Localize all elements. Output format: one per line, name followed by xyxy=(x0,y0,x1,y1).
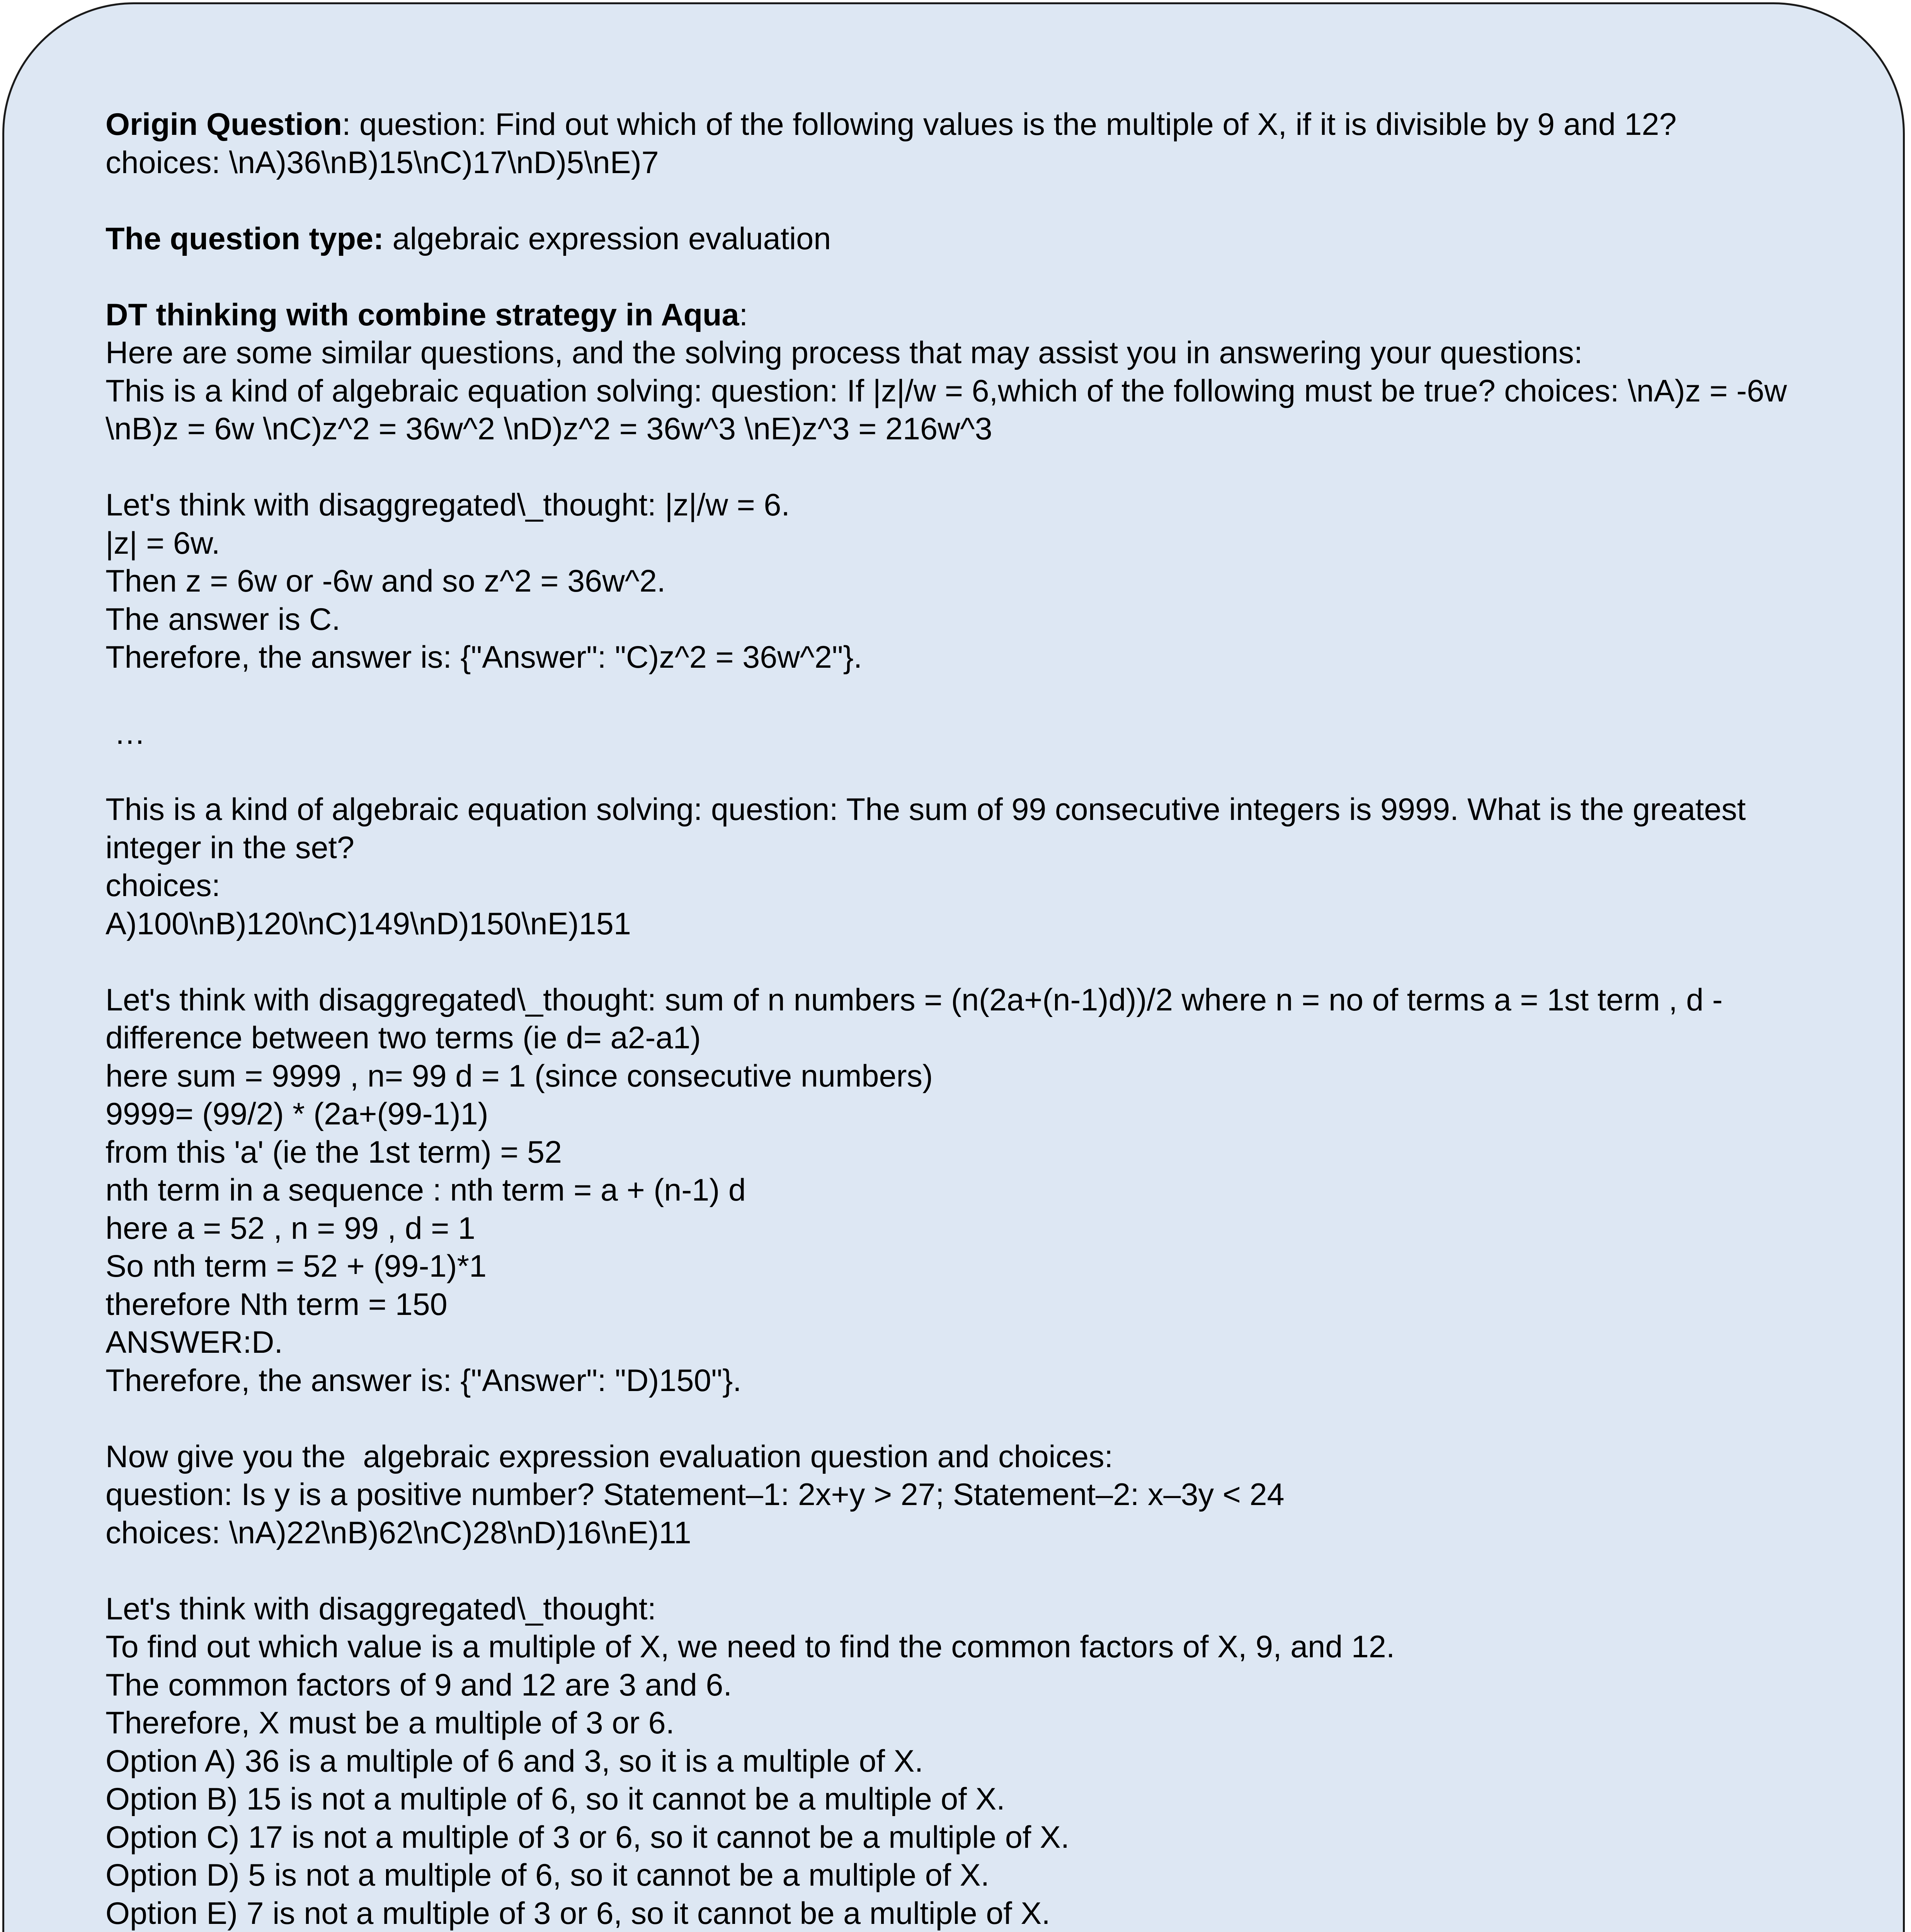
example2-question-line: choices: xyxy=(106,868,221,903)
example1-solution-line: Then z = 6w or -6w and so z^2 = 36w^2. xyxy=(106,564,666,599)
origin-question-label: Origin Question xyxy=(106,107,342,142)
prompt-card xyxy=(2,2,1905,1932)
example1-solution-line: Therefore, the answer is: {"Answer": "C)z^2 = 36w^2"}. xyxy=(106,640,863,675)
answer-line: Therefore, X must be a multiple of 3 or 6. xyxy=(106,1706,675,1740)
example2-solution-line: 9999= (99/2) * (2a+(99-1)1) xyxy=(106,1097,488,1131)
answer-line: The common factors of 9 and 12 are 3 and 6. xyxy=(106,1667,732,1702)
ellipsis: … xyxy=(106,716,146,751)
example2-solution-line: nth term in a sequence : nth term = a + (n-1) d xyxy=(106,1173,746,1208)
example2-solution-line: So nth term = 52 + (99-1)*1 xyxy=(106,1249,487,1284)
dt-heading-line xyxy=(106,296,1829,334)
example2-solution-line: ANSWER:D. xyxy=(106,1325,283,1360)
example2-solution-line: from this 'a' (ie the 1st term) = 52 xyxy=(106,1134,562,1170)
origin-choices: choices: \nA)36\nB)15\nC)17\nD)5\nE)7 xyxy=(106,145,659,180)
example1-solution-line: |z| = 6w. xyxy=(106,526,220,561)
spacer xyxy=(106,1400,1829,1438)
origin-question-text: : question: Find out which of the following values is the multiple of X, if it is divisible by 9 and 12? xyxy=(342,107,1677,142)
answer-line: To find out which value is a multiple of X, we need to find the common factors of X, 9, and 12. xyxy=(106,1629,1395,1664)
origin-question-line xyxy=(106,105,1829,144)
dt-intro: Here are some similar questions, and the solving process that may assist you in answering your questions: xyxy=(106,335,1583,370)
spacer xyxy=(106,943,1829,981)
spacer xyxy=(106,182,1829,220)
example2-question-line: This is a kind of algebraic equation solving: question: The sum of 99 consecutive integers is 9999. What is the greatest xyxy=(106,792,1746,827)
dt-heading-colon: : xyxy=(739,297,748,332)
example1-solution-line: The answer is C. xyxy=(106,602,340,637)
example2-question-line: A)100\nB)120\nC)149\nD)150\nE)151 xyxy=(106,906,631,941)
example2-solution-line: difference between two terms (ie d= a2-a1) xyxy=(106,1020,701,1055)
target-question-line: question: Is y is a positive number? Statement–1: 2x+y > 27; Statement–2: x–3y < 24 xyxy=(106,1477,1285,1512)
example1-question-line: \nB)z = 6w \nC)z^2 = 36w^2 \nD)z^2 = 36w^3 \nE)z^3 = 216w^3 xyxy=(106,412,992,446)
dt-heading-label: DT thinking with combine strategy in Aqua xyxy=(106,297,739,332)
example1-solution-line: Let's think with disaggregated\_thought: |z|/w = 6. xyxy=(106,488,790,522)
target-question-line: Now give you the algebraic expression evaluation question and choices: xyxy=(106,1439,1113,1474)
answer-line: Option D) 5 is not a multiple of 6, so it cannot be a multiple of X. xyxy=(106,1858,990,1893)
spacer xyxy=(106,448,1829,486)
spacer xyxy=(106,1552,1829,1590)
example1-question-line: This is a kind of algebraic equation solving: question: If |z|/w = 6,which of the following must be true? choices: \nA)z = -6w xyxy=(106,373,1787,408)
target-question-line: choices: \nA)22\nB)62\nC)28\nD)16\nE)11 xyxy=(106,1515,691,1550)
spacer xyxy=(106,753,1829,791)
answer-line: Option A) 36 is a multiple of 6 and 3, so it is a multiple of X. xyxy=(106,1743,924,1779)
example2-solution-line: here a = 52 , n = 99 , d = 1 xyxy=(106,1211,475,1246)
example2-solution-line: Let's think with disaggregated\_thought: sum of n numbers = (n(2a+(n-1)d))/2 where n = no of terms a = 1st term , d - xyxy=(106,982,1723,1017)
answer-line: Let's think with disaggregated\_thought: xyxy=(106,1591,656,1626)
question-type-value: algebraic expression evaluation xyxy=(384,221,831,256)
prompt-text xyxy=(106,105,1829,1932)
answer-line: Option E) 7 is not a multiple of 3 or 6, so it cannot be a multiple of X. xyxy=(106,1896,1050,1931)
spacer xyxy=(106,258,1829,296)
answer-line: Option B) 15 is not a multiple of 6, so it cannot be a multiple of X. xyxy=(106,1782,1005,1816)
question-type-label: The question type: xyxy=(106,221,384,256)
answer-line: Option C) 17 is not a multiple of 3 or 6, so it cannot be a multiple of X. xyxy=(106,1820,1070,1855)
question-type-line xyxy=(106,220,1829,258)
spacer xyxy=(106,677,1829,715)
example2-question-line: integer in the set? xyxy=(106,830,354,865)
example2-solution-line: here sum = 9999 , n= 99 d = 1 (since consecutive numbers) xyxy=(106,1058,933,1094)
example2-solution-line: Therefore, the answer is: {"Answer": "D)150"}. xyxy=(106,1363,742,1398)
example2-solution-line: therefore Nth term = 150 xyxy=(106,1287,448,1322)
